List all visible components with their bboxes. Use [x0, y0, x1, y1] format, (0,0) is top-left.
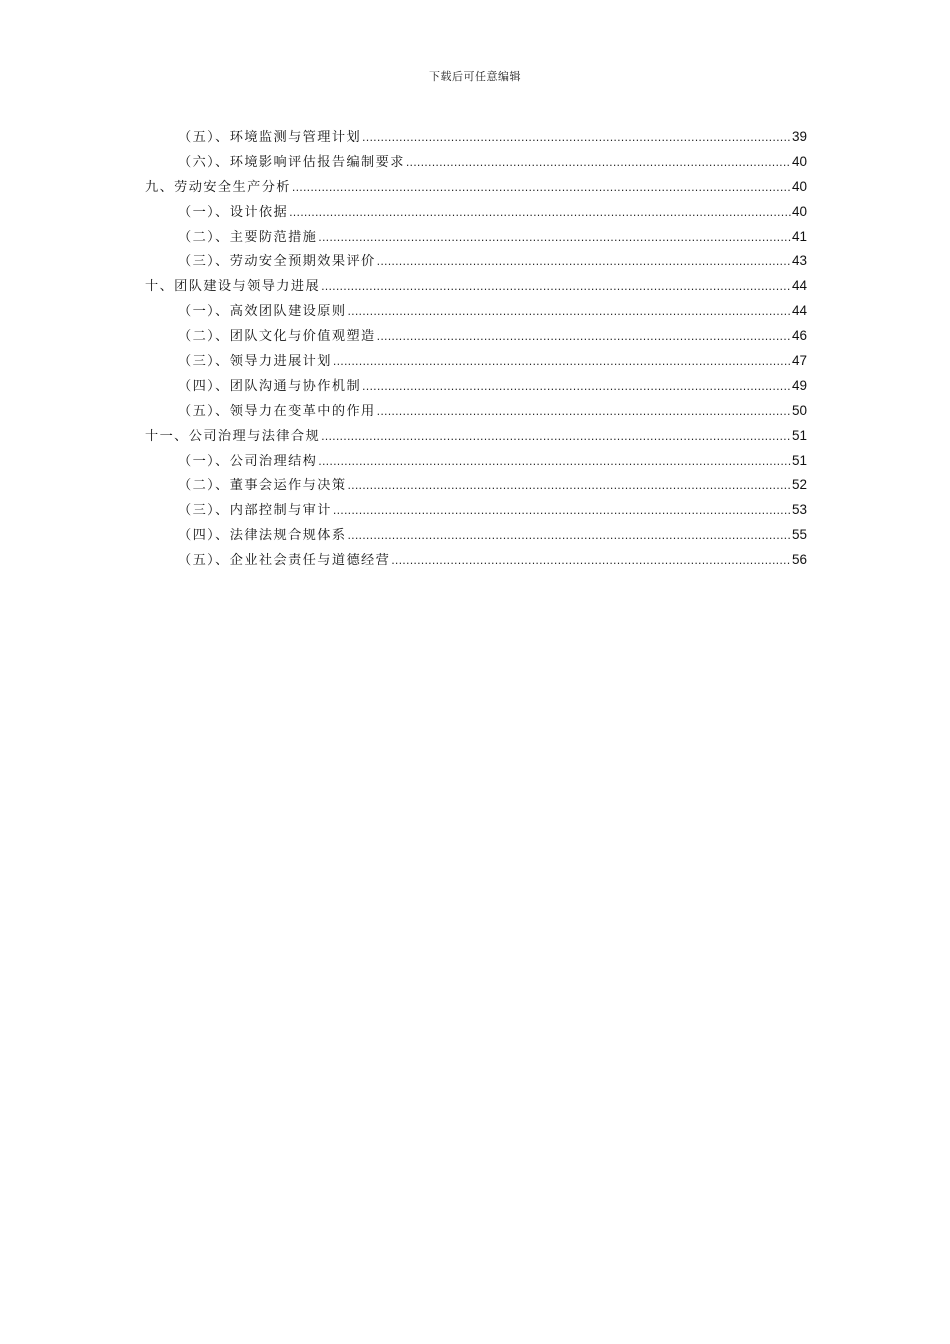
toc-entry-title: （一）、设计依据: [178, 204, 289, 220]
toc-entry-page: 51: [791, 427, 807, 443]
toc-dot-leader: [289, 201, 791, 226]
toc-dot-leader: [333, 499, 791, 524]
toc-entry-title: （二）、董事会运作与决策: [178, 478, 347, 494]
toc-entry-page: 47: [791, 353, 807, 369]
toc-entry-page: 50: [791, 402, 807, 418]
toc-dot-leader: [321, 275, 791, 300]
toc-entry-page: 40: [791, 178, 807, 194]
toc-chapter-entry[interactable]: [145, 424, 807, 449]
toc-entry-page: 41: [791, 228, 807, 244]
toc-entry[interactable]: [145, 249, 807, 274]
toc-entry-page: 55: [791, 527, 807, 543]
toc-dot-leader: [318, 450, 791, 475]
toc-entry[interactable]: [145, 349, 807, 374]
toc-dot-leader: [318, 226, 791, 251]
toc-entry-page: 39: [791, 129, 807, 144]
toc-entry-title: （五）、环境监测与管理计划: [178, 130, 362, 145]
toc-entry-page: 46: [791, 328, 807, 344]
toc-dot-leader: [321, 425, 791, 450]
toc-entry[interactable]: [145, 399, 807, 424]
toc-entry-title: （六）、环境影响评估报告编制要求: [178, 154, 405, 170]
toc-entry-title: （三）、内部控制与审计: [178, 503, 332, 519]
toc-entry[interactable]: [145, 150, 807, 175]
toc-dot-leader: [377, 325, 791, 350]
toc-entry-title: （五）、领导力在变革中的作用: [178, 403, 376, 419]
toc-entry[interactable]: [145, 125, 807, 150]
toc-entry[interactable]: [145, 225, 807, 250]
toc-dot-leader: [391, 549, 791, 574]
toc-entry[interactable]: [145, 498, 807, 523]
toc-entry-page: 44: [791, 303, 807, 319]
table-of-contents: [145, 125, 807, 573]
toc-entry[interactable]: [145, 374, 807, 399]
toc-entry-page: 53: [791, 502, 807, 518]
toc-entry-page: 40: [791, 153, 807, 169]
toc-entry-title: 十、团队建设与领导力进展: [145, 279, 321, 295]
toc-entry-title: （三）、领导力进展计划: [178, 354, 332, 370]
toc-dot-leader: [333, 350, 791, 375]
toc-dot-leader: [362, 375, 791, 400]
toc-entry-title: （三）、劳动安全预期效果评价: [178, 254, 376, 270]
toc-entry[interactable]: [145, 449, 807, 474]
toc-dot-leader: [362, 126, 791, 151]
toc-entry-title: （五）、企业社会责任与道德经营: [178, 553, 391, 569]
toc-entry-title: （四）、法律法规合规体系: [178, 528, 347, 544]
toc-entry[interactable]: [145, 523, 807, 548]
toc-entry-title: （一）、公司治理结构: [178, 453, 318, 469]
toc-chapter-entry[interactable]: [145, 175, 807, 200]
toc-entry-page: 40: [791, 203, 807, 219]
toc-entry-page: 43: [791, 253, 807, 269]
toc-dot-leader: [347, 474, 791, 499]
toc-entry-page: 56: [791, 552, 807, 568]
toc-chapter-entry[interactable]: [145, 274, 807, 299]
toc-entry-title: 十一、公司治理与法律合规: [145, 428, 321, 444]
toc-entry-title: （二）、主要防范措施: [178, 229, 318, 245]
toc-entry-page: 51: [791, 452, 807, 468]
toc-entry[interactable]: [145, 200, 807, 225]
page-header-note: 下载后可任意编辑: [429, 70, 521, 83]
toc-entry[interactable]: [145, 548, 807, 573]
toc-dot-leader: [347, 300, 791, 325]
toc-entry-title: （四）、团队沟通与协作机制: [178, 378, 362, 394]
toc-entry-title: （一）、高效团队建设原则: [178, 304, 347, 320]
toc-entry-title: 九、劳动安全生产分析: [145, 179, 291, 195]
toc-entry-title: （二）、团队文化与价值观塑造: [178, 329, 376, 345]
toc-entry-page: 52: [791, 477, 807, 493]
toc-dot-leader: [377, 400, 791, 425]
toc-dot-leader: [347, 524, 791, 549]
toc-entry[interactable]: [145, 299, 807, 324]
toc-entry[interactable]: [145, 324, 807, 349]
toc-entry-page: 44: [791, 278, 807, 294]
toc-entry-page: 49: [791, 377, 807, 393]
toc-entry[interactable]: [145, 473, 807, 498]
toc-dot-leader: [406, 151, 791, 176]
toc-dot-leader: [377, 250, 791, 275]
toc-dot-leader: [292, 176, 791, 201]
